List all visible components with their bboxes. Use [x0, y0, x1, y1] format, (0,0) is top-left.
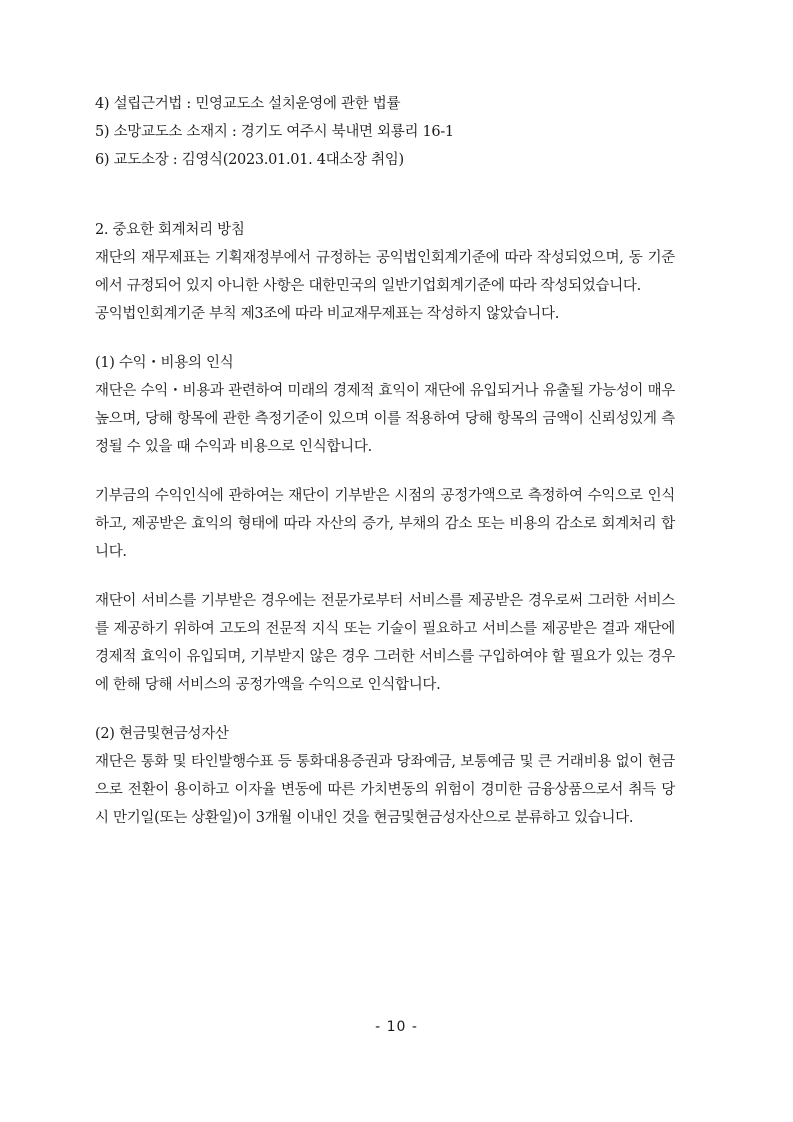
establishment-law-item: 4) 설립근거법 : 민영교도소 설치운영에 관한 법률	[95, 96, 401, 112]
page-number: - 10 -	[375, 1019, 418, 1035]
warden-item: 6) 교도소장 : 김영식(2023.01.01. 4대소장 취임)	[95, 152, 404, 168]
document-page	[95, 90, 675, 832]
section-title-accounting-policies: 2. 중요한 회계처리 방침	[95, 222, 245, 238]
donated-services-paragraph: 재단이 서비스를 기부받은 경우에는 전문가로부터 서비스를 제공받은 경우로써 그러한 서비스를 제공하기 위하여 고도의 전문적 지식 또는 기술이 필요하고 서비스를 제공받은 결과 재단에 경제적 효익이 유입되며, 기부받지 않은 경우 그러한 서비스를 구입하여야 할 필요가 있는 경우에 한해 당해 서비스의 공정가액을 수익으로 인식합니다.	[95, 593, 675, 693]
subsection-title-revenue-expense: (1) 수익・비용의 인식	[95, 355, 234, 371]
donation-revenue-paragraph: 기부금의 수익인식에 관하여는 재단이 기부받은 시점의 공정가액으로 측정하여 수익으로 인식하고, 제공받은 효익의 형태에 따라 자산의 증가, 부채의 감소 또는 비용의 감소로 회계처리 합니다.	[95, 488, 675, 560]
revenue-recognition-paragraph: 재단은 수익・비용과 관련하여 미래의 경제적 효익이 재단에 유입되거나 유출될 가능성이 매우 높으며, 당해 항목에 관한 측정기준이 있으며 이를 적용하여 당해 항목의 금액이 신뢰성있게 측정될 수 있을 때 수익과 비용으로 인식합니다.	[95, 383, 675, 455]
prison-location-item: 5) 소망교도소 소재지 : 경기도 여주시 북내면 외룡리 16-1	[95, 124, 454, 140]
accounting-standards-paragraph: 재단의 재무제표는 기획재정부에서 규정하는 공익법인회계기준에 따라 작성되었으며, 동 기준에서 규정되어 있지 아니한 사항은 대한민국의 일반기업회계기준에 따라 작성되었습니다.	[95, 250, 675, 294]
cash-equivalents-paragraph: 재단은 통화 및 타인발행수표 등 통화대용증권과 당좌예금, 보통예금 및 큰 거래비용 없이 현금으로 전환이 용이하고 이자율 변동에 따른 가치변동의 위험이 경미한 금융상품으로서 취득 당시 만기일(또는 상환일)이 3개월 이내인 것을 현금및현금성자산으로 분류하고 있습니다.	[95, 754, 675, 826]
subsection-title-cash-equivalents: (2) 현금및현금성자산	[95, 726, 229, 742]
comparative-statements-paragraph: 공익법인회계기준 부칙 제3조에 따라 비교재무제표는 작성하지 않았습니다.	[95, 306, 560, 322]
